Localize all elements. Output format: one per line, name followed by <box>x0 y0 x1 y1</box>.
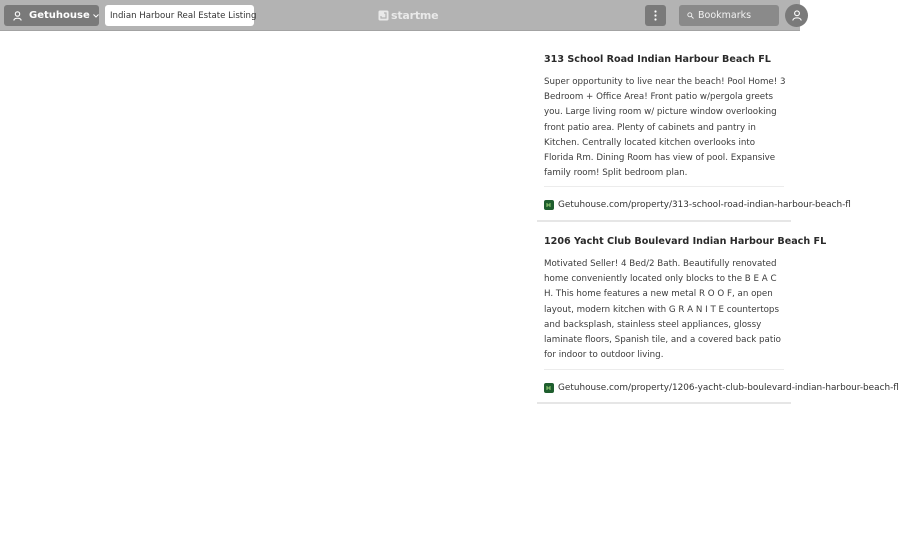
card-title[interactable]: 1206 Yacht Club Boulevard Indian Harbour Beach FL <box>544 236 827 247</box>
card-link-text: Getuhouse.com/property/1206-yacht-club-boulevard-indian-harbour-beach-fl <box>558 383 899 393</box>
more-options-button[interactable] <box>645 5 666 26</box>
user-icon <box>13 11 22 21</box>
avatar[interactable] <box>785 4 808 27</box>
page-menu-button[interactable] <box>4 5 99 26</box>
listing-card[interactable] <box>537 229 899 404</box>
brand-logo[interactable] <box>378 8 438 22</box>
more-vertical-icon <box>654 6 657 25</box>
search-icon <box>687 12 694 19</box>
top-bar <box>0 0 800 31</box>
tab-listing[interactable] <box>105 5 257 26</box>
search-placeholder: Bookmarks <box>698 10 752 21</box>
favicon-icon <box>544 200 554 210</box>
brand-text: startme <box>391 8 439 22</box>
avatar-icon <box>792 6 802 25</box>
card-description: Motivated Seller! 4 Bed/2 Bath. Beautifully renovated home conveniently located only blocks to the B E A C H. This home features a new metal R O O F, an open layout, modern kitchen with G R A N I T E countertops and backsplash, stainless steel appliances, glossy laminate floors, Spanish tile, and a covered back patio for indoor to outdoor living. <box>544 259 781 361</box>
bookmarks-search-input[interactable] <box>679 5 779 26</box>
tab-label: Indian Harbour Real Estate Listing <box>110 10 257 21</box>
card-link-text: Getuhouse.com/property/313-school-road-indian-harbour-beach-fl <box>558 200 851 210</box>
chevron-down-icon <box>93 14 99 18</box>
page-menu-label: Getuhouse <box>29 10 90 21</box>
card-title[interactable]: 313 School Road Indian Harbour Beach FL <box>544 54 771 65</box>
card-divider <box>544 186 784 187</box>
favicon-icon <box>544 383 554 393</box>
card-description: Super opportunity to live near the beach! Pool Home! 3 Bedroom + Office Area! Front patio w/pergola greets you. Large living room w/ picture window overlooking front patio area. Plenty of cabinets and pantry in Kitchen. Centrally located kitchen overlooks into Florida Rm. Dining Room has view of pool. Expansive family room! Split bedroom plan. <box>544 77 786 179</box>
card-link[interactable] <box>544 381 899 395</box>
card-divider <box>544 369 784 370</box>
listing-card[interactable] <box>537 47 851 222</box>
card-link[interactable] <box>544 198 851 212</box>
startme-logo-icon <box>378 10 389 21</box>
